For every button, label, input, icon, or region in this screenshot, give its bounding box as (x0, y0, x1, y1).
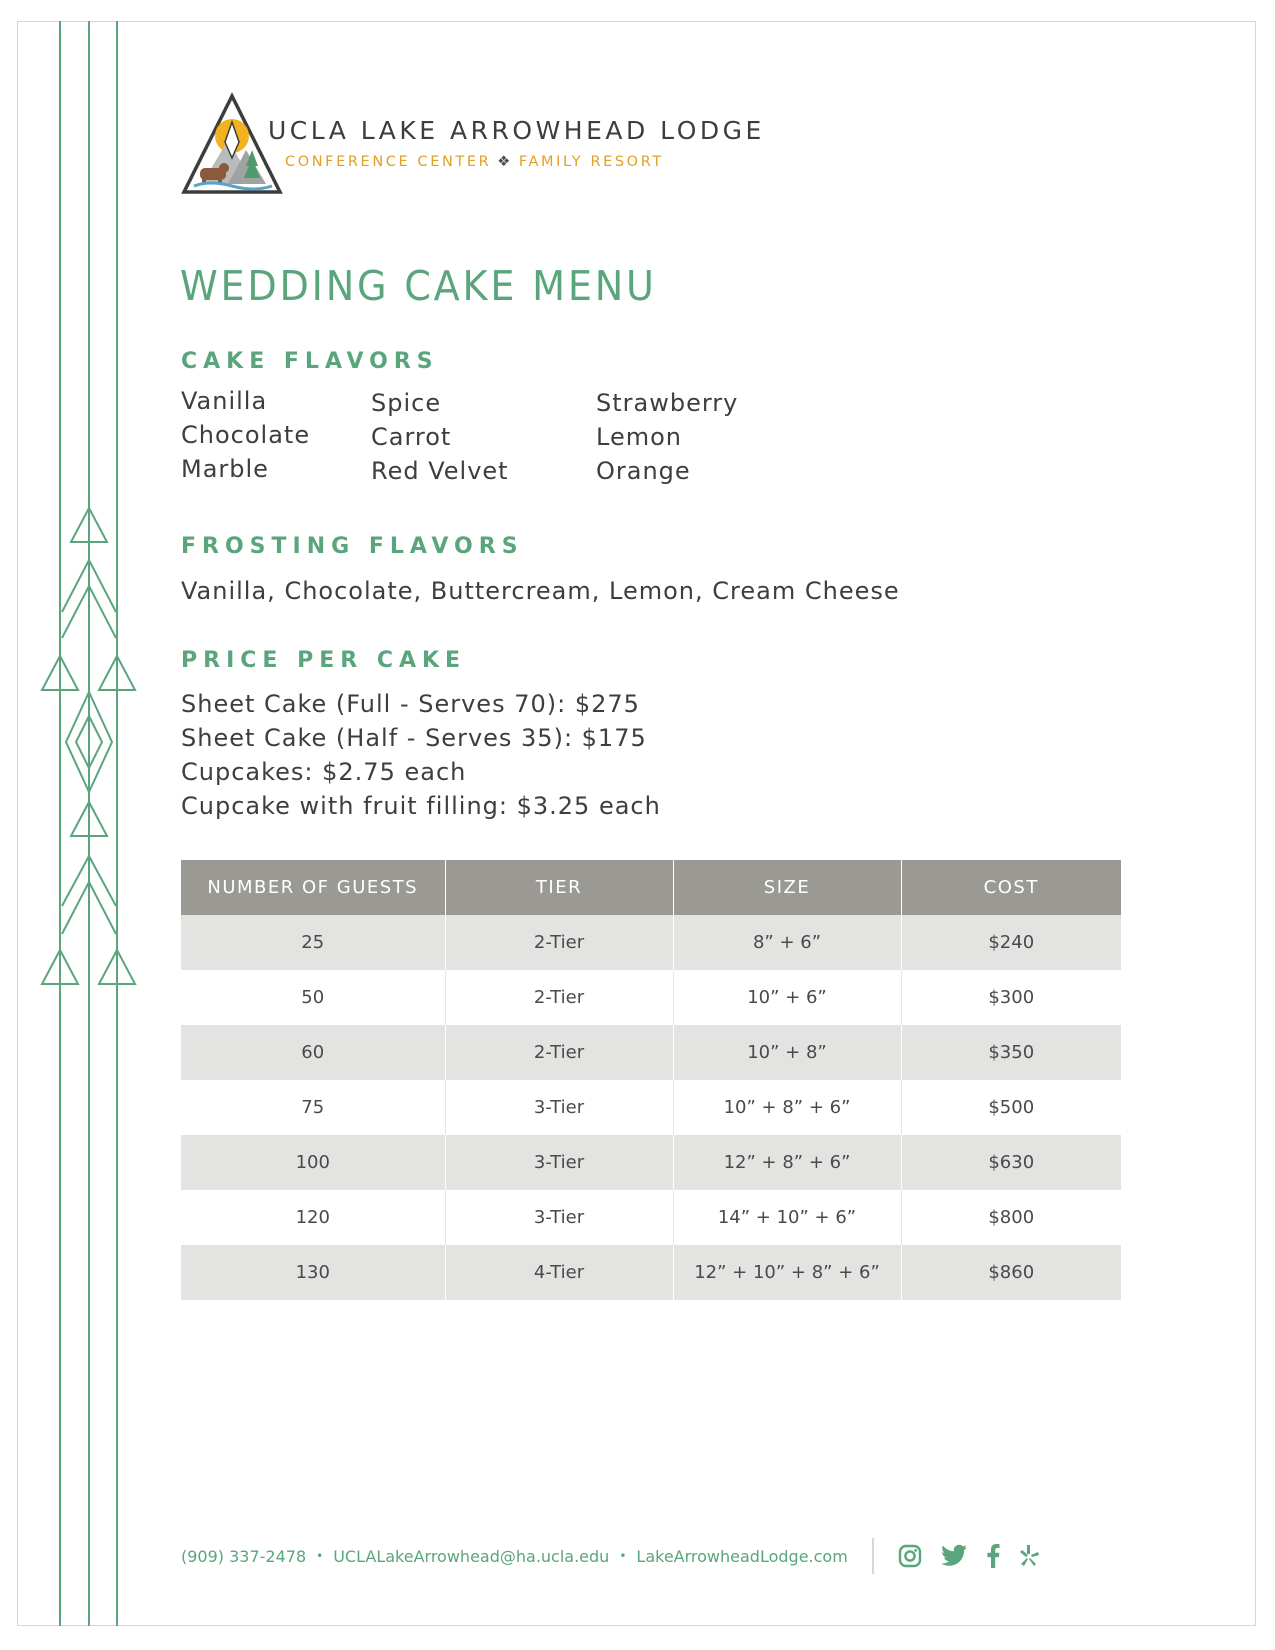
table-row (181, 1135, 1121, 1190)
size-cell: 10” + 8” + 6” (673, 1080, 901, 1135)
flavor-item: Strawberry (596, 389, 739, 417)
cost-cell: $500 (901, 1080, 1121, 1135)
cake-flavors-heading: CAKE FLAVORS (181, 349, 439, 374)
table-row (181, 1190, 1121, 1245)
table-row (181, 1245, 1121, 1300)
price-item: Cupcake with fruit filling: $3.25 each (181, 792, 661, 820)
social-links (898, 1544, 1040, 1568)
tier-cell: 2-Tier (445, 970, 673, 1025)
footer-website[interactable]: LakeArrowheadLodge.com (636, 1546, 848, 1566)
tier-cell: 3-Tier (445, 1135, 673, 1190)
size-cell: 12” + 10” + 8” + 6” (673, 1245, 901, 1300)
frosting-flavors-heading: FROSTING FLAVORS (181, 534, 524, 559)
header-tier: TIER (445, 860, 673, 915)
footer-separator: • (316, 1549, 324, 1563)
cost-cell: $300 (901, 970, 1121, 1025)
page-title: WEDDING CAKE MENU (180, 262, 657, 310)
price-list (181, 687, 661, 823)
tier-cell: 2-Tier (445, 915, 673, 970)
tier-cell: 3-Tier (445, 1190, 673, 1245)
cake-pricing-table (181, 860, 1121, 1300)
flavor-item: Vanilla (181, 387, 268, 415)
table-row (181, 1025, 1121, 1080)
frosting-flavors-text: Vanilla, Chocolate, Buttercream, Lemon, Cream Cheese (181, 577, 900, 605)
flavor-item: Marble (181, 455, 269, 483)
price-item: Sheet Cake (Full - Serves 70): $275 (181, 690, 640, 718)
logo-subtitle (285, 154, 664, 170)
footer (181, 1536, 1040, 1576)
size-cell: 12” + 8” + 6” (673, 1135, 901, 1190)
table-row (181, 915, 1121, 970)
lodge-logo (180, 92, 765, 202)
cost-cell: $630 (901, 1135, 1121, 1190)
table-row (181, 970, 1121, 1025)
tier-cell: 3-Tier (445, 1080, 673, 1135)
guests-cell: 75 (181, 1080, 445, 1135)
header-number-of-guests: NUMBER OF GUESTS (181, 860, 445, 915)
logo-title: UCLA LAKE ARROWHEAD LODGE (268, 116, 765, 145)
facebook-icon[interactable] (986, 1544, 1000, 1568)
guests-cell: 50 (181, 970, 445, 1025)
table-row (181, 1080, 1121, 1135)
logo-subtitle-left: CONFERENCE CENTER (285, 154, 492, 170)
yelp-icon[interactable] (1018, 1544, 1040, 1568)
flavor-item: Carrot (371, 423, 452, 451)
cost-cell: $800 (901, 1190, 1121, 1245)
flavor-item: Lemon (596, 423, 682, 451)
size-cell: 8” + 6” (673, 915, 901, 970)
cake-flavors-column-3 (596, 386, 738, 488)
guests-cell: 25 (181, 915, 445, 970)
header-size: SIZE (673, 860, 901, 915)
tier-cell: 4-Tier (445, 1245, 673, 1300)
price-item: Cupcakes: $2.75 each (181, 758, 467, 786)
tier-cell: 2-Tier (445, 1025, 673, 1080)
cake-flavors-column-1 (181, 384, 310, 486)
price-per-cake-heading: PRICE PER CAKE (181, 648, 467, 673)
guests-cell: 120 (181, 1190, 445, 1245)
flavor-item: Orange (596, 457, 691, 485)
cost-cell: $350 (901, 1025, 1121, 1080)
flavor-item: Spice (371, 389, 442, 417)
header-cost: COST (901, 860, 1121, 915)
guests-cell: 100 (181, 1135, 445, 1190)
arrow-border-decoration-icon (0, 0, 160, 1650)
footer-divider (872, 1538, 874, 1574)
cost-cell: $860 (901, 1245, 1121, 1300)
logo-subtitle-right: FAMILY RESORT (518, 154, 664, 170)
flavor-item: Chocolate (181, 421, 311, 449)
size-cell: 14” + 10” + 6” (673, 1190, 901, 1245)
cake-flavors-column-2 (371, 386, 509, 488)
footer-email[interactable]: UCLALakeArrowhead@ha.ucla.edu (333, 1546, 610, 1566)
footer-phone[interactable]: (909) 337-2478 (181, 1546, 307, 1566)
table-header-row (181, 860, 1121, 915)
twitter-icon[interactable] (940, 1544, 968, 1568)
price-item: Sheet Cake (Half - Serves 35): $175 (181, 724, 647, 752)
size-cell: 10” + 8” (673, 1025, 901, 1080)
leaf-icon: ❖ (497, 154, 513, 170)
instagram-icon[interactable] (898, 1544, 922, 1568)
flavor-item: Red Velvet (371, 457, 509, 485)
footer-separator: • (619, 1549, 627, 1563)
guests-cell: 130 (181, 1245, 445, 1300)
guests-cell: 60 (181, 1025, 445, 1080)
size-cell: 10” + 6” (673, 970, 901, 1025)
cost-cell: $240 (901, 915, 1121, 970)
